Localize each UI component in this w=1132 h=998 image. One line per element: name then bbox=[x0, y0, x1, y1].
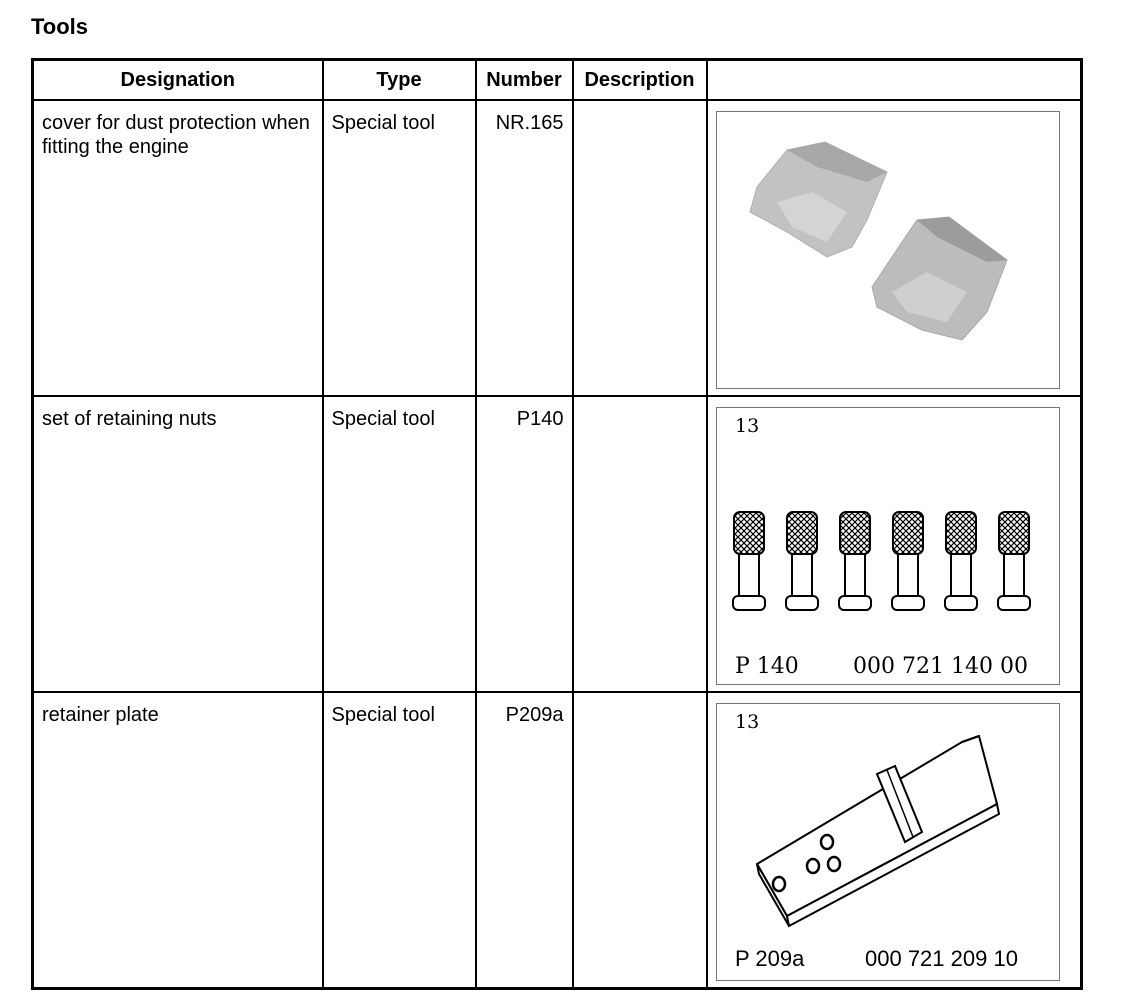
tool-code-label: P 140 bbox=[734, 654, 799, 679]
number-cell: P140 bbox=[476, 396, 573, 692]
header-designation: Designation bbox=[33, 60, 323, 101]
designation-cell: cover for dust protection when fitting the engine bbox=[33, 100, 323, 396]
description-cell bbox=[573, 692, 707, 989]
table-row bbox=[33, 100, 1082, 396]
image-cell bbox=[707, 396, 1082, 692]
image-cell bbox=[707, 692, 1082, 989]
description-cell bbox=[573, 100, 707, 396]
corner-label: 13 bbox=[734, 711, 759, 733]
retaining-nut-icon bbox=[945, 512, 977, 610]
image-cell bbox=[707, 100, 1082, 396]
part-number-label: 000 721 140 00 bbox=[852, 654, 1028, 679]
type-cell: Special tool bbox=[323, 100, 476, 396]
retaining-nut-icon bbox=[786, 512, 818, 610]
part-number-label: 000 721 209 10 bbox=[864, 946, 1018, 971]
type-cell: Special tool bbox=[323, 692, 476, 989]
retaining-nut-icon bbox=[892, 512, 924, 610]
table-row bbox=[33, 692, 1082, 989]
type-cell: Special tool bbox=[323, 396, 476, 692]
number-cell: NR.165 bbox=[476, 100, 573, 396]
tool-code-label: P 209a bbox=[734, 946, 804, 971]
designation-cell: retainer plate bbox=[33, 692, 323, 989]
table-header-row bbox=[33, 60, 1082, 101]
retaining-nut-icon bbox=[998, 512, 1030, 610]
designation-cell: set of retaining nuts bbox=[33, 396, 323, 692]
description-cell bbox=[573, 396, 707, 692]
retaining-nuts-illustration bbox=[716, 407, 1060, 685]
header-type: Type bbox=[323, 60, 476, 101]
dust-cover-illustration bbox=[716, 111, 1060, 389]
header-image bbox=[707, 60, 1082, 101]
corner-label: 13 bbox=[734, 415, 759, 437]
header-description: Description bbox=[573, 60, 707, 101]
retaining-nut-icon bbox=[839, 512, 871, 610]
table-row bbox=[33, 396, 1082, 692]
tools-table bbox=[31, 58, 1083, 990]
number-cell: P209a bbox=[476, 692, 573, 989]
retainer-plate-illustration bbox=[716, 703, 1060, 981]
page-title: Tools bbox=[31, 14, 89, 39]
header-number: Number bbox=[476, 60, 573, 101]
retaining-nut-icon bbox=[733, 512, 765, 610]
